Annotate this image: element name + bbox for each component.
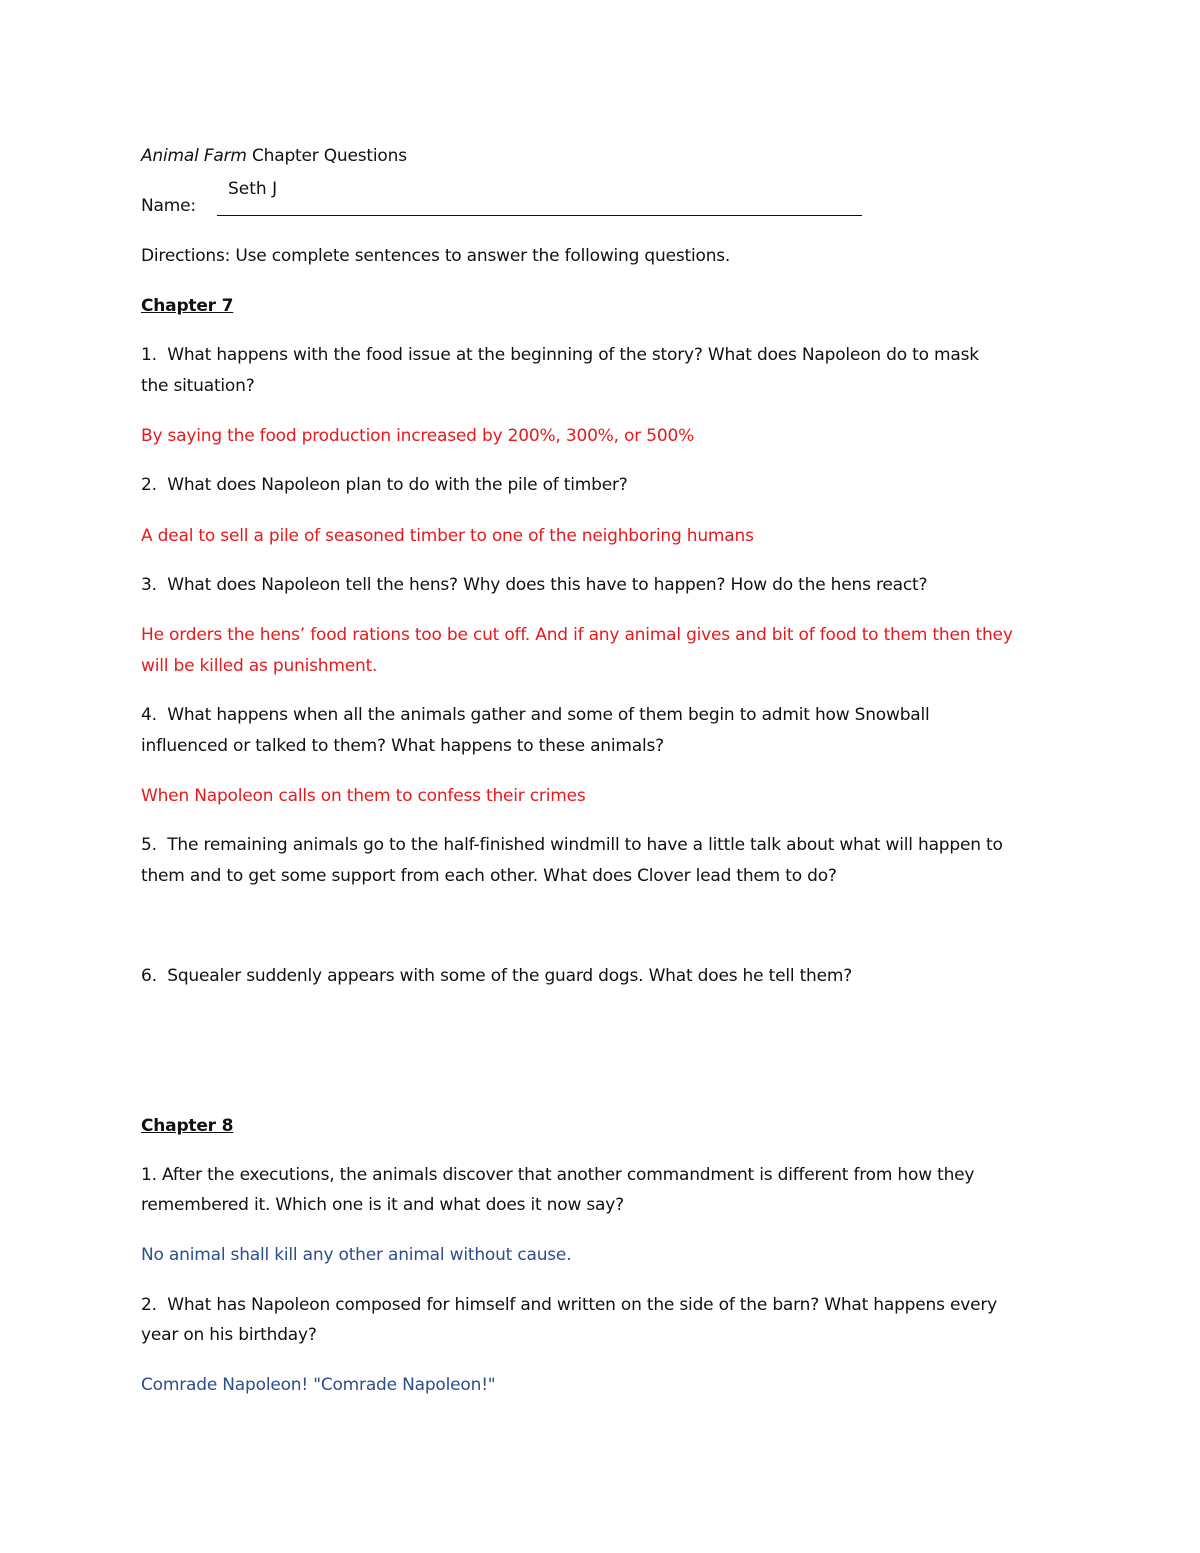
ch8-q2-line1 [141, 1295, 997, 1315]
ch7-q3-line1 [141, 575, 927, 595]
name-label: Name: [141, 196, 196, 216]
directions: Directions: Use complete sentences to answer the following questions. [141, 246, 731, 266]
ch7-q2-text: What does Napoleon plan to do with the pile of timber? [167, 475, 628, 495]
ch7-q2-line1 [141, 475, 628, 495]
name-underline [217, 215, 862, 216]
ch8-q1-line1 [141, 1165, 974, 1185]
ch7-q4-answer: When Napoleon calls on them to confess their crimes [141, 786, 586, 806]
ch7-q5-number: 5. [141, 835, 157, 855]
ch7-q3-number: 3. [141, 575, 157, 595]
title-rest: Chapter Questions [246, 146, 407, 166]
ch7-q4-number: 4. [141, 705, 157, 725]
ch8-q2-number: 2. [141, 1295, 157, 1315]
ch8-q1-number: 1. [141, 1165, 157, 1185]
ch7-q6-number: 6. [141, 966, 157, 986]
ch8-q2-line2: year on his birthday? [141, 1325, 317, 1345]
ch7-q6-line1 [141, 966, 852, 986]
ch7-q3-answer-line2: will be killed as punishment. [141, 656, 378, 676]
ch7-q5-line1 [141, 835, 1003, 855]
document-title [141, 146, 407, 166]
ch7-q1-line2: the situation? [141, 376, 255, 396]
ch7-q3-answer-line1: He orders the hens’ food rations too be cut off. And if any animal gives and bit of food to them then they [141, 625, 1013, 645]
ch7-q1-number: 1. [141, 345, 157, 365]
ch7-q2-number: 2. [141, 475, 157, 495]
ch8-q2-text: What has Napoleon composed for himself and written on the side of the barn? What happens every [167, 1295, 997, 1315]
ch7-q6-text: Squealer suddenly appears with some of the guard dogs. What does he tell them? [167, 966, 853, 986]
ch7-q2-answer: A deal to sell a pile of seasoned timber to one of the neighboring humans [141, 526, 754, 546]
chapter-7-heading: Chapter 7 [141, 296, 234, 316]
ch8-q1-answer: No animal shall kill any other animal without cause. [141, 1245, 572, 1265]
ch7-q4-line2: influenced or talked to them? What happens to these animals? [141, 736, 664, 756]
ch7-q5-line2: them and to get some support from each other. What does Clover lead them to do? [141, 866, 837, 886]
chapter-8-heading: Chapter 8 [141, 1116, 234, 1136]
ch7-q4-text: What happens when all the animals gather and some of them begin to admit how Snowball [167, 705, 930, 725]
ch7-q5-text: The remaining animals go to the half-finished windmill to have a little talk about what will happen to [167, 835, 1003, 855]
ch7-q1-answer: By saying the food production increased by 200%, 300%, or 500% [141, 426, 695, 446]
ch7-q1-text: What happens with the food issue at the beginning of the story? What does Napoleon do to mask [167, 345, 979, 365]
ch7-q1-line1 [141, 345, 979, 365]
name-value: Seth J [228, 179, 278, 199]
ch8-q2-answer: Comrade Napoleon! "Comrade Napoleon!" [141, 1375, 496, 1395]
ch7-q3-text: What does Napoleon tell the hens? Why does this have to happen? How do the hens react? [167, 575, 928, 595]
title-italic: Animal Farm [141, 146, 247, 166]
ch8-q1-text: After the executions, the animals discover that another commandment is different from how they [162, 1165, 975, 1185]
ch7-q4-line1 [141, 705, 930, 725]
ch8-q1-line2: remembered it. Which one is it and what does it now say? [141, 1195, 624, 1215]
